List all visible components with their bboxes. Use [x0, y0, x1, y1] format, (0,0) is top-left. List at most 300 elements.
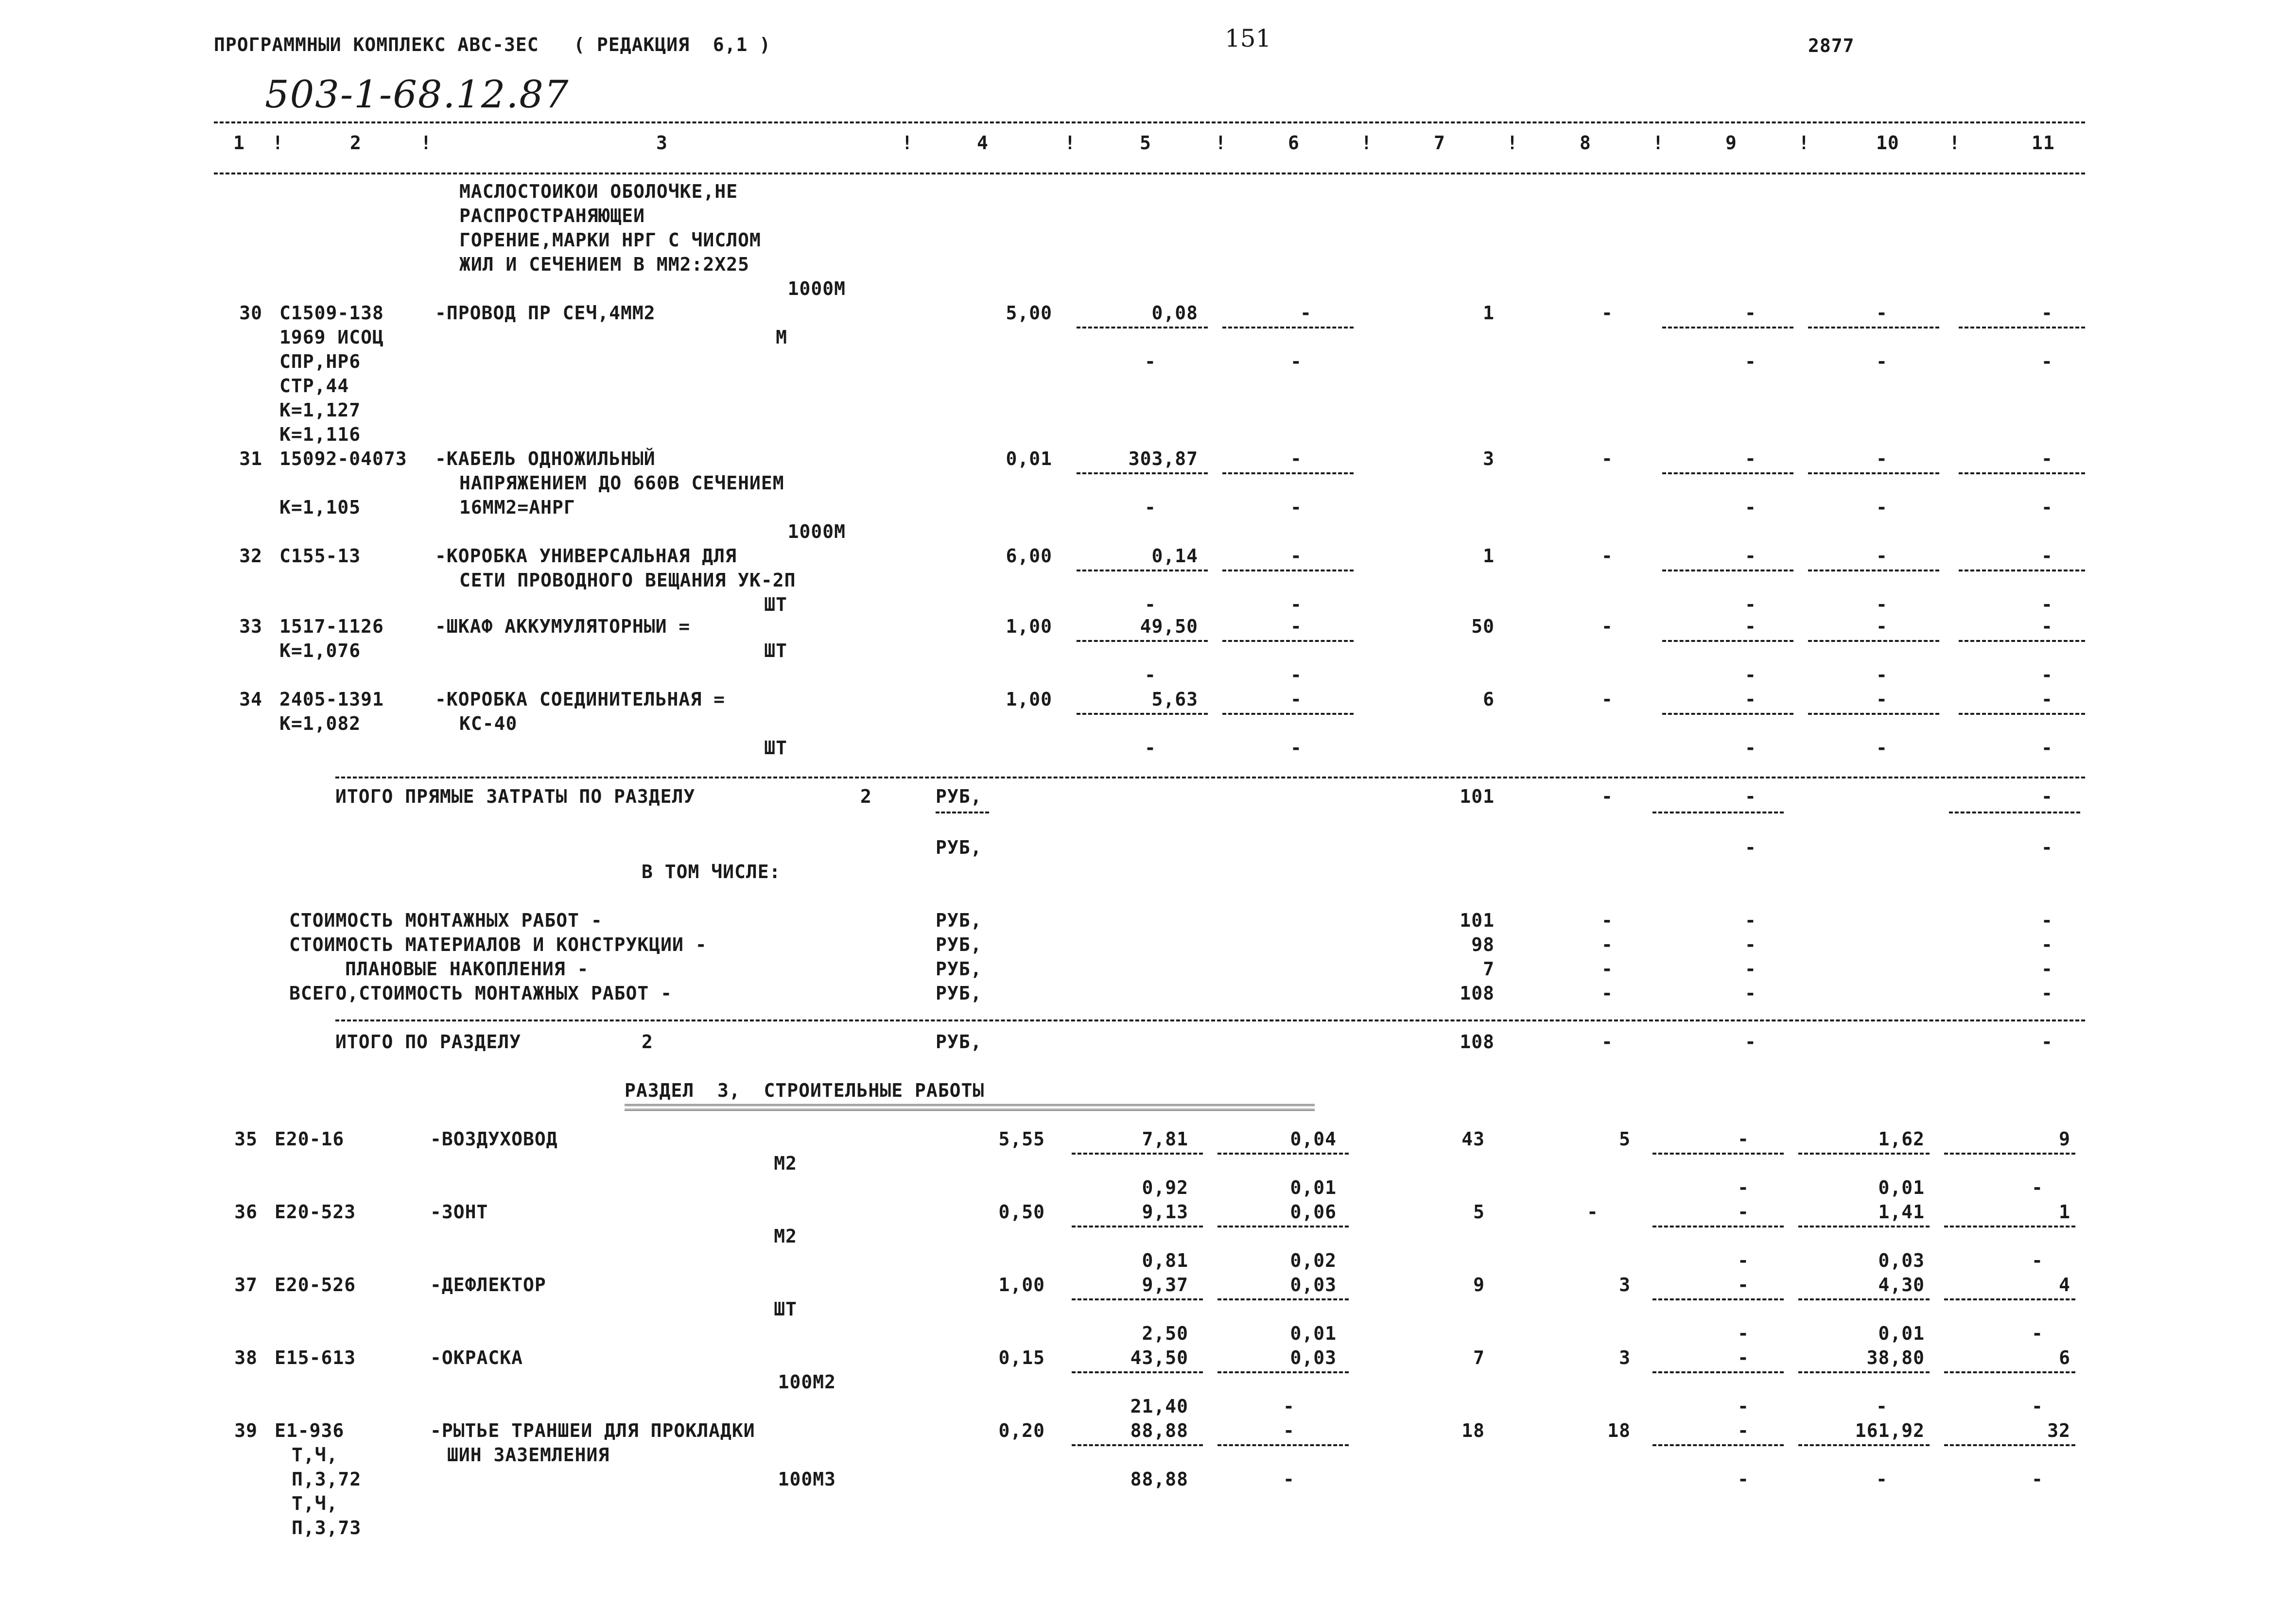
cell-tot1-s11: -	[2041, 837, 2053, 858]
cell-r32-unit: ШТ	[764, 594, 787, 615]
sub-rule	[1662, 713, 1793, 715]
cell-r35-c8: 5	[1619, 1128, 1631, 1150]
cell-r36-s10: 0,03	[1878, 1250, 1925, 1271]
cell-m1-c7: 101	[1460, 910, 1495, 931]
cell-r33-c10: -	[1876, 616, 1888, 637]
cell-r36-code: Е20-523	[275, 1201, 356, 1223]
cell-r35-s5: 0,92	[1142, 1177, 1188, 1198]
sub-rule	[1662, 640, 1793, 642]
cell-m4-c11: -	[2041, 983, 2053, 1004]
cell-r34-c11: -	[2041, 689, 2053, 710]
rule-top	[214, 121, 2085, 123]
cell-r33-c11: -	[2041, 616, 2053, 637]
cell-r31-name2: НАПРЯЖЕНИЕМ ДО 660В СЕЧЕНИЕМ	[459, 472, 784, 494]
cell-r35-c9: -	[1738, 1128, 1749, 1150]
cell-r31-s10: -	[1876, 497, 1888, 518]
cell-r32-c5: 0,14	[1151, 545, 1198, 567]
column-separator: !	[1215, 132, 1227, 154]
sub-rule	[1072, 1226, 1203, 1227]
cell-r33-unit: ШТ	[764, 640, 787, 661]
sub-rule	[1077, 713, 1208, 715]
cell-r35-code: Е20-16	[275, 1128, 345, 1150]
cell-r36-name: -ЗОНТ	[430, 1201, 488, 1223]
cell-r32-s10: -	[1876, 594, 1888, 615]
sub-rule	[1959, 570, 2085, 571]
cell-r37-code: Е20-526	[275, 1274, 356, 1296]
cell-r30-n4: К=1,127	[279, 399, 361, 421]
cell-r31-s5: -	[1145, 497, 1156, 518]
cell-r35-c4: 5,55	[998, 1128, 1045, 1150]
cell-r38-s5: 21,40	[1130, 1396, 1188, 1417]
cell-r30-s10: -	[1876, 351, 1888, 372]
column-separator: !	[902, 132, 913, 154]
sub-rule	[1072, 1371, 1203, 1373]
sub-rule	[1222, 327, 1354, 328]
cell-m3-c7: 7	[1483, 958, 1495, 980]
cell-tot1-rub2: РУБ,	[936, 837, 982, 858]
cell-r39-no: 39	[234, 1420, 258, 1441]
cell-r31-code: 15092-04073	[279, 448, 407, 469]
cell-r35-s10: 0,01	[1878, 1177, 1925, 1198]
cell-r34-name2: КС-40	[459, 713, 518, 734]
cell-r30-s5: -	[1145, 351, 1156, 372]
sub-rule	[1222, 713, 1354, 715]
cell-r33-c6: -	[1290, 616, 1302, 637]
cell-tot1-c9: -	[1745, 786, 1757, 807]
cell-r33-c8: -	[1601, 616, 1613, 637]
cell-r38-c9: -	[1738, 1347, 1749, 1368]
cell-r39-s9: -	[1738, 1469, 1749, 1490]
cell-r31-no: 31	[239, 448, 262, 469]
cell-r33-s10: -	[1876, 664, 1888, 686]
cell-r37-s10: 0,01	[1878, 1323, 1925, 1344]
cell-r33-k: К=1,076	[279, 640, 361, 661]
cell-t04: ЖИЛ И СЕЧЕНИЕМ В ММ2:2Х25	[459, 254, 749, 275]
cell-tot1-c7: 101	[1460, 786, 1495, 807]
cell-r34-unit: ШТ	[764, 737, 787, 759]
cell-r34-s6: -	[1290, 737, 1302, 759]
rule-before-total	[335, 777, 2085, 778]
cell-r33-s5: -	[1145, 664, 1156, 686]
cell-m2-rub: РУБ,	[936, 934, 982, 955]
cell-r30-code: С1509-138	[279, 302, 384, 324]
cell-r34-code: 2405-1391	[279, 689, 384, 710]
cell-r32-s9: -	[1745, 594, 1757, 615]
cell-m4-c8: -	[1601, 983, 1613, 1004]
cell-r39-c10: 161,92	[1855, 1420, 1925, 1441]
cell-r31-c11: -	[2041, 448, 2053, 469]
sub-rule	[1798, 1298, 1930, 1300]
sub-rule	[1798, 1226, 1930, 1227]
cell-t05: 1000М	[787, 278, 846, 299]
cell-section3: РАЗДЕЛ 3, СТРОИТЕЛЬНЫЕ РАБОТЫ	[625, 1080, 985, 1101]
cell-r30-no: 30	[239, 302, 262, 324]
sub-rule	[1808, 472, 1939, 474]
sub-rule	[1222, 640, 1354, 642]
cell-r30-c8: -	[1601, 302, 1613, 324]
cell-r30-s6: -	[1290, 351, 1302, 372]
cell-r38-name: -ОКРАСКА	[430, 1347, 523, 1368]
cell-r39-c5: 88,88	[1130, 1420, 1188, 1441]
cell-r34-name: -КОРОБКА СОЕДИНИТЕЛЬНАЯ =	[435, 689, 725, 710]
cell-r38-c4: 0,15	[998, 1347, 1045, 1368]
cell-r39-s5: 88,88	[1130, 1469, 1188, 1490]
cell-r33-s11: -	[2041, 664, 2053, 686]
cell-r36-s9: -	[1738, 1250, 1749, 1271]
cell-r37-c11: 4	[2059, 1274, 2070, 1296]
cell-r33-s9: -	[1745, 664, 1757, 686]
cell-r38-s11: -	[2032, 1396, 2043, 1417]
cell-r33-c4: 1,00	[1006, 616, 1052, 637]
column-header-9: 9	[1725, 132, 1737, 154]
cell-m2-c8: -	[1601, 934, 1613, 955]
cell-r37-no: 37	[234, 1274, 258, 1296]
cell-incl: В ТОМ ЧИСЛЕ:	[642, 861, 781, 882]
cell-m4-label: ВСЕГО,СТОИМОСТЬ МОНТАЖНЫХ РАБОТ -	[289, 983, 672, 1004]
rule-header-bottom	[214, 173, 2085, 174]
cell-t03: ГОРЕНИЕ,МАРКИ НРГ С ЧИСЛОМ	[459, 229, 761, 251]
column-header-10: 10	[1876, 132, 1899, 154]
cell-r31-c9: -	[1745, 448, 1757, 469]
cell-r37-c7: 9	[1473, 1274, 1485, 1296]
cell-m3-c11: -	[2041, 958, 2053, 980]
cell-r30-n3: СТР,44	[279, 375, 349, 397]
cell-r30-s9: -	[1745, 351, 1757, 372]
sub-rule	[1652, 1371, 1784, 1373]
sub-rule	[1652, 1444, 1784, 1446]
cell-r31-c5: 303,87	[1128, 448, 1198, 469]
section-underline	[625, 1104, 1315, 1111]
cell-m1-c11: -	[2041, 910, 2053, 931]
cell-r31-s6: -	[1290, 497, 1302, 518]
cell-r37-c5: 9,37	[1142, 1274, 1188, 1296]
column-separator: !	[1361, 132, 1373, 154]
sub-rule	[1662, 327, 1793, 328]
cell-r31-c7: 3	[1483, 448, 1495, 469]
page-number: 151	[1225, 24, 1271, 52]
cell-r39-n4: П,3,73	[292, 1517, 362, 1538]
cell-tot2-c11: -	[2041, 1031, 2053, 1053]
cell-r30-c5: 0,08	[1151, 302, 1198, 324]
cell-r38-s9: -	[1738, 1396, 1749, 1417]
sub-rule	[1959, 713, 2085, 715]
sub-rule	[1959, 640, 2085, 642]
cell-r37-unit: ШТ	[774, 1298, 797, 1320]
sub-rule	[1222, 570, 1354, 571]
cell-r30-n5: К=1,116	[279, 424, 361, 445]
cell-r39-c8: 18	[1607, 1420, 1631, 1441]
cell-r38-c5: 43,50	[1130, 1347, 1188, 1368]
column-separator: !	[272, 132, 284, 154]
cell-r38-c6: 0,03	[1290, 1347, 1337, 1368]
cell-r36-no: 36	[234, 1201, 258, 1223]
sub-rule	[1798, 1153, 1930, 1155]
sub-rule	[1808, 713, 1939, 715]
cell-r39-s10: -	[1876, 1469, 1888, 1490]
cell-r33-s6: -	[1290, 664, 1302, 686]
cell-m1-label: СТОИМОСТЬ МОНТАЖНЫХ РАБОТ -	[289, 910, 603, 931]
cell-r37-c9: -	[1738, 1274, 1749, 1296]
cell-r34-s10: -	[1876, 737, 1888, 759]
sub-rule	[1808, 327, 1939, 328]
column-separator: !	[1652, 132, 1664, 154]
cell-r38-c7: 7	[1473, 1347, 1485, 1368]
cell-m3-rub: РУБ,	[936, 958, 982, 980]
cell-r37-s5: 2,50	[1142, 1323, 1188, 1344]
cell-t01: МАСЛОСТОИКОИ ОБОЛОЧКЕ,НЕ	[459, 181, 738, 202]
cell-r36-c9: -	[1738, 1201, 1749, 1223]
cell-r37-c10: 4,30	[1878, 1274, 1925, 1296]
cell-tot2-rub: РУБ,	[936, 1031, 982, 1053]
cell-r30-n2: СПР,НР6	[279, 351, 361, 372]
cell-tot1-sec: 2	[860, 786, 872, 807]
cell-r39-c6: -	[1283, 1420, 1295, 1441]
cell-r38-no: 38	[234, 1347, 258, 1368]
cell-m1-rub: РУБ,	[936, 910, 982, 931]
sub-rule	[1218, 1444, 1349, 1446]
cell-m3-label: ПЛАНОВЫЕ НАКОПЛЕНИЯ -	[345, 958, 589, 980]
cell-r36-c5: 9,13	[1142, 1201, 1188, 1223]
cell-r30-c11: -	[2041, 302, 2053, 324]
cell-r35-c11: 9	[2059, 1128, 2070, 1150]
cell-r30-name: -ПРОВОД ПР СЕЧ,4ММ2	[435, 302, 656, 324]
sub-rule	[1662, 570, 1793, 571]
cell-tot1-s9: -	[1745, 837, 1757, 858]
cell-r33-no: 33	[239, 616, 262, 637]
cell-r32-name2: СЕТИ ПРОВОДНОГО ВЕЩАНИЯ УК-2П	[459, 570, 796, 591]
cell-r38-s10: -	[1876, 1396, 1888, 1417]
cell-r36-c4: 0,50	[998, 1201, 1045, 1223]
cell-r37-s9: -	[1738, 1323, 1749, 1344]
sub-rule	[1077, 570, 1208, 571]
cell-r35-unit: М2	[774, 1153, 797, 1174]
cell-r32-c9: -	[1745, 545, 1757, 567]
cell-r30-c4: 5,00	[1006, 302, 1052, 324]
cell-r36-c7: 5	[1473, 1201, 1485, 1223]
column-header-5: 5	[1140, 132, 1151, 154]
cell-r33-c7: 50	[1471, 616, 1495, 637]
cell-r39-c7: 18	[1461, 1420, 1485, 1441]
cell-r37-s6: 0,01	[1290, 1323, 1337, 1344]
cell-m3-c9: -	[1745, 958, 1757, 980]
cell-m1-c8: -	[1601, 910, 1613, 931]
sub-rule	[1218, 1371, 1349, 1373]
cell-r32-s11: -	[2041, 594, 2053, 615]
cell-r39-name2: ШИН ЗАЗЕМЛЕНИЯ	[447, 1444, 610, 1466]
sub-rule	[1072, 1298, 1203, 1300]
cell-r32-c7: 1	[1483, 545, 1495, 567]
cell-r36-c6: 0,06	[1290, 1201, 1337, 1223]
cell-r30-c9: -	[1745, 302, 1757, 324]
cell-r32-c11: -	[2041, 545, 2053, 567]
cell-r32-name: -КОРОБКА УНИВЕРСАЛЬНАЯ ДЛЯ	[435, 545, 737, 567]
cell-r34-s5: -	[1145, 737, 1156, 759]
cell-r32-c6: -	[1290, 545, 1302, 567]
sheet-number: 2877	[1808, 35, 1855, 56]
cell-r35-s6: 0,01	[1290, 1177, 1337, 1198]
rule-before-section-total	[335, 1019, 2085, 1021]
cell-r32-no: 32	[239, 545, 262, 567]
handwritten-code: 503-1-68.12.87	[265, 73, 570, 117]
cell-r38-c10: 38,80	[1866, 1347, 1925, 1368]
cell-r38-unit: 100М2	[778, 1371, 836, 1393]
cell-r34-c10: -	[1876, 689, 1888, 710]
cell-r36-s5: 0,81	[1142, 1250, 1188, 1271]
cell-r37-name: -ДЕФЛЕКТОР	[430, 1274, 546, 1296]
cell-r31-c8: -	[1601, 448, 1613, 469]
cell-m4-rub: РУБ,	[936, 983, 982, 1004]
cell-r31-name3: 16ММ2=АНРГ	[459, 497, 575, 518]
sub-rule	[1944, 1371, 2075, 1373]
cell-r39-unit: 100М3	[778, 1469, 836, 1490]
column-separator: !	[420, 132, 432, 154]
cell-r36-unit: М2	[774, 1226, 797, 1247]
column-separator: !	[1064, 132, 1076, 154]
sub-rule	[1222, 472, 1354, 474]
cell-r39-c4: 0,20	[998, 1420, 1045, 1441]
cell-r31-c6: -	[1290, 448, 1302, 469]
cell-r36-s11: -	[2032, 1250, 2043, 1271]
sub-rule	[1944, 1226, 2075, 1227]
cell-tot2-label: ИТОГО ПО РАЗДЕЛУ	[335, 1031, 522, 1053]
cell-r31-c4: 0,01	[1006, 448, 1052, 469]
cell-r36-c8: -	[1587, 1201, 1599, 1223]
cell-m4-c7: 108	[1460, 983, 1495, 1004]
cell-r30-s11: -	[2041, 351, 2053, 372]
cell-r38-code: Е15-613	[275, 1347, 356, 1368]
sub-rule	[1944, 1153, 2075, 1155]
cell-r38-s6: -	[1283, 1396, 1295, 1417]
cell-r32-c10: -	[1876, 545, 1888, 567]
cell-r34-s11: -	[2041, 737, 2053, 759]
column-header-11: 11	[2032, 132, 2055, 154]
cell-r33-code: 1517-1126	[279, 616, 384, 637]
cell-r32-code: С155-13	[279, 545, 361, 567]
sub-rule	[1077, 327, 1208, 328]
column-header-8: 8	[1580, 132, 1591, 154]
sub-rule	[1798, 1444, 1930, 1446]
cell-r39-name: -РЫТЬЕ ТРАНШЕИ ДЛЯ ПРОКЛАДКИ	[430, 1420, 755, 1441]
cell-r37-c4: 1,00	[998, 1274, 1045, 1296]
cell-r39-code: Е1-936	[275, 1420, 345, 1441]
cell-r34-k: К=1,082	[279, 713, 361, 734]
cell-r35-c5: 7,81	[1142, 1128, 1188, 1150]
sub-rule	[1808, 570, 1939, 571]
cell-r35-name: -ВОЗДУХОВОД	[430, 1128, 558, 1150]
sub-rule	[1652, 812, 1784, 813]
cell-r39-c9: -	[1738, 1420, 1749, 1441]
cell-r34-c8: -	[1601, 689, 1613, 710]
sub-rule	[1218, 1298, 1349, 1300]
cell-tot2-sec: 2	[642, 1031, 653, 1053]
column-separator: !	[1507, 132, 1518, 154]
cell-r34-c7: 6	[1483, 689, 1495, 710]
cell-r31-unit: 1000М	[787, 521, 846, 542]
cell-r32-s6: -	[1290, 594, 1302, 615]
cell-m2-label: СТОИМОСТЬ МАТЕРИАЛОВ И КОНСТРУКЦИИ -	[289, 934, 707, 955]
cell-r39-c11: 32	[2047, 1420, 2070, 1441]
cell-r36-c10: 1,41	[1878, 1201, 1925, 1223]
cell-r35-c7: 43	[1461, 1128, 1485, 1150]
sub-rule	[1808, 640, 1939, 642]
sub-rule	[936, 812, 989, 813]
cell-r31-s11: -	[2041, 497, 2053, 518]
cell-r36-s6: 0,02	[1290, 1250, 1337, 1271]
column-separator: !	[1949, 132, 1961, 154]
sub-rule	[1077, 640, 1208, 642]
column-header-4: 4	[977, 132, 989, 154]
cell-r31-c10: -	[1876, 448, 1888, 469]
cell-tot1-c8: -	[1601, 786, 1613, 807]
cell-r35-s11: -	[2032, 1177, 2043, 1198]
cell-r36-c11: 1	[2059, 1201, 2070, 1223]
cell-tot1-rub: РУБ,	[936, 786, 982, 807]
cell-r38-c8: 3	[1619, 1347, 1631, 1368]
cell-m3-c8: -	[1601, 958, 1613, 980]
cell-r32-c8: -	[1601, 545, 1613, 567]
cell-r34-c9: -	[1745, 689, 1757, 710]
sub-rule	[1218, 1226, 1349, 1227]
cell-r39-n3: Т,Ч,	[292, 1493, 338, 1514]
cell-r33-c9: -	[1745, 616, 1757, 637]
cell-tot1-label: ИТОГО ПРЯМЫЕ ЗАТРАТЫ ПО РАЗДЕЛУ	[335, 786, 696, 807]
cell-r32-c4: 6,00	[1006, 545, 1052, 567]
cell-tot1-c11: -	[2041, 786, 2053, 807]
sub-rule	[1652, 1153, 1784, 1155]
sub-rule	[1944, 1444, 2075, 1446]
cell-r39-n2: П,3,72	[292, 1469, 362, 1490]
sub-rule	[1077, 472, 1208, 474]
cell-r30-c10: -	[1876, 302, 1888, 324]
cell-r30-n1: 1969 ИСОЦ	[279, 327, 384, 348]
cell-r35-c10: 1,62	[1878, 1128, 1925, 1150]
sub-rule	[1662, 472, 1793, 474]
cell-r33-c5: 49,50	[1140, 616, 1198, 637]
cell-r37-c6: 0,03	[1290, 1274, 1337, 1296]
cell-r39-s11: -	[2032, 1469, 2043, 1490]
cell-r34-c5: 5,63	[1151, 689, 1198, 710]
cell-m4-c9: -	[1745, 983, 1757, 1004]
cell-r31-k: К=1,105	[279, 497, 361, 518]
cell-r34-no: 34	[239, 689, 262, 710]
cell-r35-c6: 0,04	[1290, 1128, 1337, 1150]
cell-r31-name: -КАБЕЛЬ ОДНОЖИЛЬНЫЙ	[435, 448, 656, 469]
cell-r35-s9: -	[1738, 1177, 1749, 1198]
cell-m2-c11: -	[2041, 934, 2053, 955]
cell-r32-s5: -	[1145, 594, 1156, 615]
column-header-1: 1	[233, 132, 245, 154]
cell-r37-c8: 3	[1619, 1274, 1631, 1296]
cell-r30-c6: -	[1300, 302, 1312, 324]
sub-rule	[1959, 472, 2085, 474]
column-header-3: 3	[656, 132, 668, 154]
sub-rule	[1798, 1371, 1930, 1373]
cell-m2-c7: 98	[1471, 934, 1495, 955]
sub-rule	[1072, 1444, 1203, 1446]
cell-r38-c11: 6	[2059, 1347, 2070, 1368]
cell-r39-n1: Т,Ч,	[292, 1444, 338, 1466]
sub-rule	[1944, 1298, 2075, 1300]
column-separator: !	[1798, 132, 1810, 154]
column-header-6: 6	[1288, 132, 1300, 154]
cell-r37-s11: -	[2032, 1323, 2043, 1344]
cell-r39-s6: -	[1283, 1469, 1295, 1490]
cell-r34-c6: -	[1290, 689, 1302, 710]
cell-r31-s9: -	[1745, 497, 1757, 518]
sub-rule	[1652, 1226, 1784, 1227]
sub-rule	[1218, 1153, 1349, 1155]
cell-r33-name: -ШКАФ АККУМУЛЯТОРНЫИ =	[435, 616, 691, 637]
